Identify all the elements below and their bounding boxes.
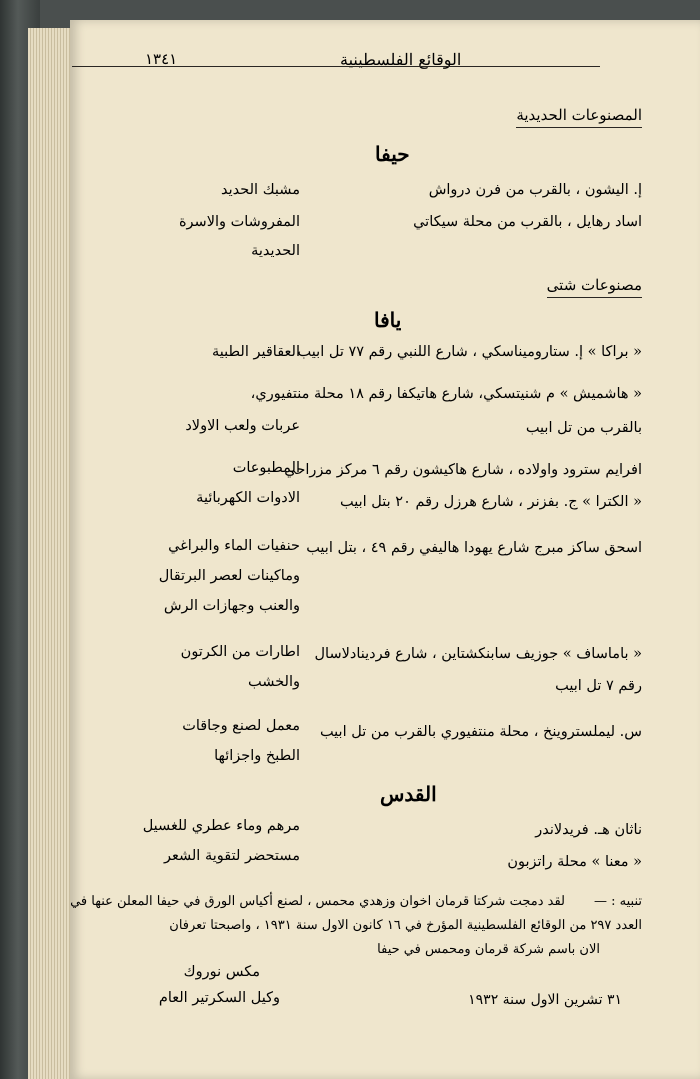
- product-line: معمل لصنع وجاقات: [182, 718, 300, 734]
- firm-line: اسحق ساكز مبرج شارع يهودا هاليفي رقم ٤٩ ، بتل ابيب: [306, 540, 642, 556]
- city-heading: القدس: [380, 782, 437, 806]
- product-line: المطبوعات: [232, 460, 300, 476]
- product-line: اطارات من الكرتون: [180, 644, 300, 660]
- firm-line: بالقرب من تل ابيب: [525, 420, 642, 436]
- product-line: والعنب وجهازات الرش: [163, 598, 300, 614]
- notice-line: العدد ٢٩٧ من الوقائع الفلسطينية المؤرخ في ١٦ كانون الاول سنة ١٩٣١ ، واصبحتا تعرفان: [169, 918, 642, 933]
- firm-line: « باماساف » جوزيف سابنكشتاين ، شارع فردينادلاسال: [314, 646, 642, 662]
- firm-line: « الكترا » ج. بفزنر ، شارع هرزل رقم ٢٠ بتل ابيب: [339, 494, 642, 510]
- firm-line: رقم ٧ تل ابيب: [555, 678, 642, 694]
- signatory-title: وكيل السكرتير العام: [158, 990, 280, 1006]
- page-stack-edge: [28, 28, 72, 1079]
- firm-line: « معنا » محلة راتزبون: [507, 854, 642, 870]
- product-line: الطبخ واجزائها: [214, 748, 300, 764]
- product-line: المفروشات والاسرة: [178, 214, 300, 230]
- product-line: والخشب: [248, 674, 300, 690]
- firm-line: إ. اليشون ، بالقرب من فرن درواش: [428, 182, 642, 198]
- notice-line: لقد دمجت شركتا قرمان اخوان وزهدي محمس ، لصنع أكياس الورق في حيفا المعلن عنها في: [70, 894, 565, 909]
- notice-label: تنبيه : —: [593, 894, 642, 909]
- firm-line: ناثان هـ. فريدلاندر: [535, 822, 642, 838]
- running-title: الوقائع الفلسطينية: [340, 50, 462, 69]
- product-line: مشبك الحديد: [221, 182, 300, 198]
- product-line: مرهم وماء عطري للغسيل: [142, 818, 300, 834]
- product-line: العقاقير الطبية: [212, 344, 300, 360]
- section-heading: مصنوعات شتى: [547, 276, 642, 298]
- product-line: حنفيات الماء والبراغي: [168, 538, 300, 554]
- product-line: الادوات الكهربائية: [196, 490, 300, 506]
- signatory-name: مكس نوروك: [183, 964, 260, 980]
- section-heading: المصنوعات الحديدية: [516, 106, 642, 128]
- city-heading: حيفا: [375, 142, 410, 166]
- product-line: مستحضر لتقوية الشعر: [163, 848, 300, 864]
- firm-line: « هاشميش » م شنيتسكي، شارع هاتيكفا رقم ١٨ محلة منتفيوري،: [250, 386, 642, 402]
- product-line: عربات ولعب الاولاد: [185, 418, 300, 434]
- firm-line: افرايم سترود واولاده ، شارع هاكيشون رقم ٦ مركز مزراحي: [284, 462, 642, 478]
- firm-line: « براكا » إ. ستاروميناسكي ، شارع اللنبي رقم ٧٧ تل ابيب: [297, 344, 642, 360]
- firm-line: اساد رهايل ، بالقرب من محلة سيكاتي: [413, 214, 642, 230]
- header-rule: [72, 66, 600, 67]
- firm-line: س. ليملستروينخ ، محلة منتفيوري بالقرب من تل ابيب: [319, 724, 642, 740]
- document-date: ٣١ تشرين الاول سنة ١٩٣٢: [468, 992, 622, 1008]
- product-line: الحديدية: [251, 243, 300, 259]
- product-line: وماكينات لعصر البرتقال: [158, 568, 300, 584]
- page-number: ١٣٤١: [145, 50, 178, 68]
- city-heading: يافا: [374, 308, 402, 332]
- notice-line: الان باسم شركة قرمان ومحمس في حيفا: [377, 942, 600, 957]
